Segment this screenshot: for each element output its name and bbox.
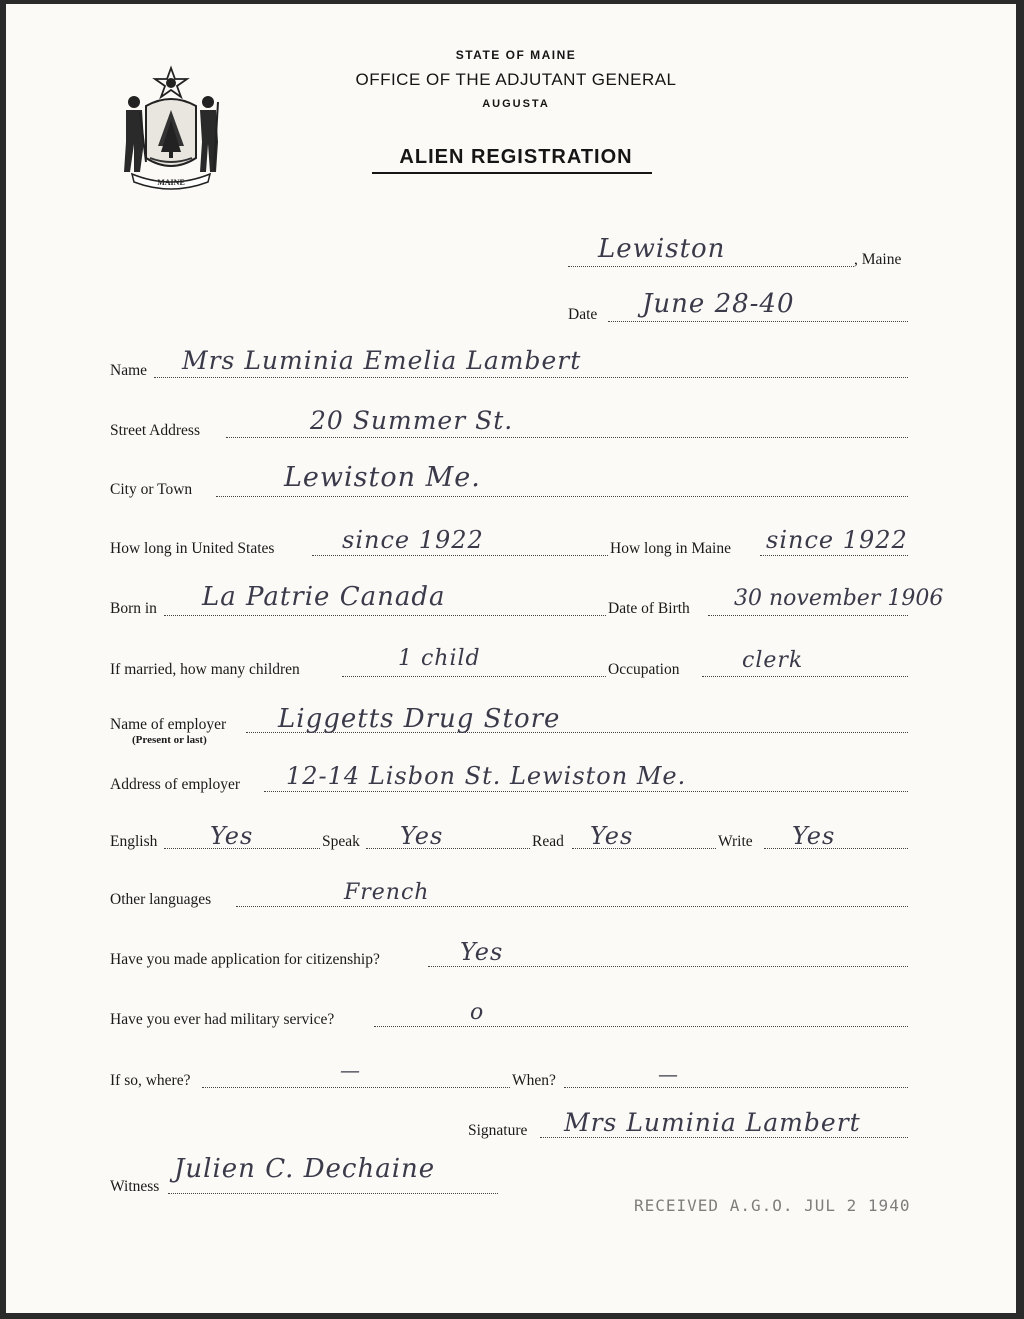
- title-underline: [372, 172, 652, 174]
- signature-value: Mrs Luminia Lambert: [564, 1108, 861, 1137]
- speak-value: Yes: [400, 822, 444, 850]
- signature-label: Signature: [468, 1122, 528, 1139]
- employer-address-label: Address of employer: [110, 776, 240, 793]
- speak-line: [366, 848, 530, 849]
- name-label: Name: [110, 362, 148, 379]
- witness-line: [168, 1193, 498, 1194]
- military-label: Have you ever had military service?: [110, 1011, 335, 1028]
- received-stamp: RECEIVED A.G.O. JUL 2 1940: [634, 1196, 911, 1215]
- witness-label: Witness: [110, 1178, 160, 1195]
- place-value: Lewiston: [598, 234, 726, 264]
- date-line: [608, 321, 908, 322]
- children-line: [342, 676, 606, 677]
- witness-value: Julien C. Dechaine: [174, 1154, 436, 1184]
- signature-line: [540, 1137, 908, 1138]
- write-label: Write: [718, 833, 753, 850]
- header-office: OFFICE OF THE ADJUTANT GENERAL: [355, 70, 677, 89]
- other-languages-label: Other languages: [110, 891, 212, 908]
- employer-label: Name of employer: [110, 716, 227, 733]
- dob-value: 30 november 1906: [734, 586, 944, 611]
- street-line: [226, 437, 908, 438]
- write-line: [764, 848, 908, 849]
- city-label: City or Town: [110, 481, 193, 498]
- where-label: If so, where?: [110, 1072, 191, 1089]
- date-label: Date: [568, 306, 598, 323]
- street-label: Street Address: [110, 422, 200, 439]
- svg-text:MAINE: MAINE: [157, 178, 185, 187]
- born-in-line: [164, 615, 606, 616]
- english-value: Yes: [210, 822, 254, 850]
- city-value: Lewiston Me.: [284, 462, 481, 493]
- where-value: —: [340, 1058, 361, 1082]
- citizenship-value: Yes: [460, 938, 504, 966]
- maine-duration-label: How long in Maine: [610, 540, 731, 557]
- when-line: [564, 1087, 908, 1088]
- dob-label: Date of Birth: [608, 600, 690, 617]
- write-value: Yes: [792, 822, 836, 850]
- read-value: Yes: [590, 822, 634, 850]
- speak-label: Speak: [322, 833, 360, 850]
- employer-sublabel: (Present or last): [132, 734, 207, 746]
- other-languages-line: [236, 906, 908, 907]
- employer-address-line: [264, 791, 908, 792]
- name-line: [154, 377, 908, 378]
- born-in-label: Born in: [110, 600, 157, 617]
- occupation-value: clerk: [742, 648, 804, 673]
- other-languages-value: French: [344, 880, 430, 905]
- occupation-label: Occupation: [608, 661, 680, 678]
- maine-label: , Maine: [854, 251, 902, 268]
- citizenship-line: [428, 966, 908, 967]
- header-state: STATE OF MAINE: [455, 48, 577, 62]
- citizenship-label: Have you made application for citizenship?: [110, 951, 380, 968]
- military-value: o: [470, 1000, 485, 1025]
- children-value: 1 child: [398, 646, 481, 671]
- header-city: AUGUSTA: [482, 98, 550, 110]
- maine-state-seal: [112, 62, 230, 192]
- when-value: —: [658, 1062, 679, 1086]
- when-label: When?: [512, 1072, 556, 1089]
- name-value: Mrs Luminia Emelia Lambert: [182, 346, 582, 375]
- street-value: 20 Summer St.: [310, 406, 514, 435]
- employer-value: Liggetts Drug Store: [278, 704, 561, 734]
- occupation-line: [702, 676, 908, 677]
- date-value: June 28-40: [642, 289, 795, 319]
- where-line: [202, 1087, 510, 1088]
- military-line: [374, 1026, 908, 1027]
- children-label: If married, how many children: [110, 661, 300, 678]
- dob-line: [708, 615, 908, 616]
- registration-form: [6, 4, 1016, 1313]
- us-duration-value: since 1922: [342, 526, 484, 554]
- us-duration-label: How long in United States: [110, 540, 275, 557]
- form-title: ALIEN REGISTRATION: [399, 146, 633, 168]
- us-duration-line: [312, 555, 608, 556]
- maine-duration-value: since 1922: [766, 526, 908, 554]
- english-label: English: [110, 833, 158, 850]
- city-line: [216, 496, 908, 497]
- place-line: [568, 266, 854, 267]
- born-in-value: La Patrie Canada: [202, 582, 446, 612]
- read-label: Read: [532, 833, 564, 850]
- employer-address-value: 12-14 Lisbon St. Lewiston Me.: [286, 762, 687, 790]
- maine-duration-line: [760, 555, 908, 556]
